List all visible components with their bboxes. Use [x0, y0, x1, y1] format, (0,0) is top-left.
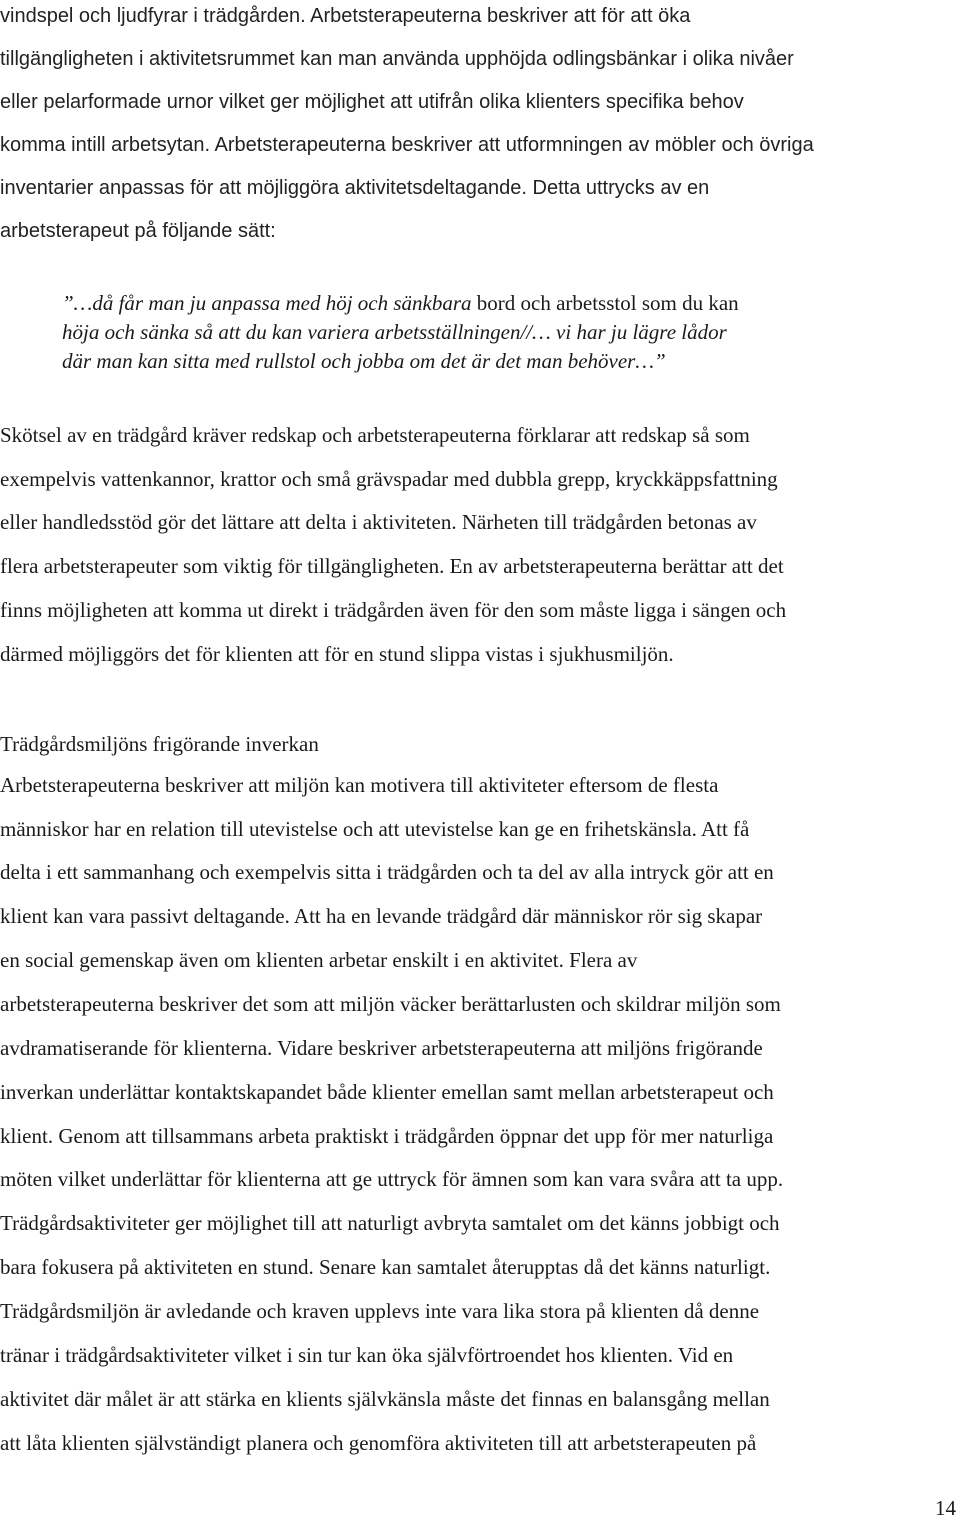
quote-roman-segment: bord och arbetsstol som du kan — [471, 291, 739, 315]
text-line: bara fokusera på aktiviteten en stund. Senare kan samtalet återupptas då det känns naturligt. — [0, 1255, 771, 1279]
text-line: eller handledsstöd gör det lättare att delta i aktiviteten. Närheten till trädgården betonas av — [0, 510, 757, 534]
text-line: flera arbetsterapeuter som viktig för tillgängligheten. En av arbetsterapeuterna berättar att det — [0, 554, 784, 578]
text-line: möten vilket underlättar för klienterna att ge uttryck för ämnen som kan vara svåra att ta upp. — [0, 1167, 784, 1191]
text-line: eller pelarformade urnor vilket ger möjlighet att utifrån olika klienters specifika behov — [0, 91, 744, 113]
text-line: Arbetsterapeuterna beskriver att miljön kan motivera till aktiviteter eftersom de flesta — [0, 773, 719, 797]
text-line: arbetsterapeut på följande sätt: — [0, 220, 276, 242]
text-line: exempelvis vattenkannor, krattor och små grävspadar med dubbla grepp, kryckkäppsfattning — [0, 467, 778, 491]
quote-line: höja och sänka så att du kan variera arbetsställningen//… vi har ju lägre lådor — [62, 320, 727, 344]
quote-line: där man kan sitta med rullstol och jobba om det är det man behöver…” — [62, 349, 666, 373]
text-line: Trädgårdsaktiviteter ger möjlighet till att naturligt avbryta samtalet om det känns jobbigt och — [0, 1211, 780, 1235]
text-line: vindspel och ljudfyrar i trädgården. Arbetsterapeuterna beskriver att för att öka — [0, 5, 691, 27]
text-line: tränar i trädgårdsaktiviteter vilket i sin tur kan öka självförtroendet hos klienten. Vid en — [0, 1343, 734, 1367]
text-line: Trädgårdsmiljön är avledande och kraven upplevs inte vara lika stora på klienten då denne — [0, 1299, 760, 1323]
text-line: arbetsterapeuterna beskriver det som att miljön väcker berättarlusten och skildrar miljön som — [0, 992, 781, 1016]
text-line: aktivitet där målet är att stärka en klients självkänsla måste det finnas en balansgång mellan — [0, 1387, 770, 1411]
text-line: människor har en relation till utevistelse och att utevistelse kan ge en frihetskänsla. Att få — [0, 817, 750, 841]
text-line: klient. Genom att tillsammans arbeta praktiskt i trädgården öppnar det upp för mer naturliga — [0, 1124, 774, 1148]
text-line: delta i ett sammanhang och exempelvis sitta i trädgården och ta del av alla intryck gör att en — [0, 860, 774, 884]
quote-line — [62, 290, 739, 316]
text-line: klient kan vara passivt deltagande. Att ha en levande trädgård där människor rör sig skapar — [0, 904, 763, 928]
text-line: finns möjligheten att komma ut direkt i trädgården även för den som måste ligga i sängen och — [0, 598, 787, 622]
text-line: därmed möjliggörs det för klienten att för en stund slippa vistas i sjukhusmiljön. — [0, 642, 674, 666]
text-line: inventarier anpassas för att möjliggöra aktivitetsdeltagande. Detta uttrycks av en — [0, 177, 710, 199]
section-heading: Trädgårdsmiljöns frigörande inverkan — [0, 732, 319, 756]
text-line: tillgängligheten i aktivitetsrummet kan man använda upphöjda odlingsbänkar i olika nivåer — [0, 48, 794, 70]
page-number: 14 — [935, 1496, 956, 1520]
text-line: att låta klienten självständigt planera och genomföra aktiviteten till att arbetsterapeuten på — [0, 1431, 757, 1455]
text-line: Skötsel av en trädgård kräver redskap och arbetsterapeuterna förklarar att redskap så som — [0, 423, 750, 447]
quote-italic-segment: ”…då får man ju anpassa med höj och sänkbara — [62, 291, 472, 315]
text-line: en social gemenskap även om klienten arbetar enskilt i en aktivitet. Flera av — [0, 948, 638, 972]
text-line: komma intill arbetsytan. Arbetsterapeuterna beskriver att utformningen av möbler och övriga — [0, 134, 814, 156]
text-line: avdramatiserande för klienterna. Vidare beskriver arbetsterapeuterna att miljöns frigörande — [0, 1036, 763, 1060]
text-line: inverkan underlättar kontaktskapandet både klienter emellan samt mellan arbetsterapeut och — [0, 1080, 774, 1104]
